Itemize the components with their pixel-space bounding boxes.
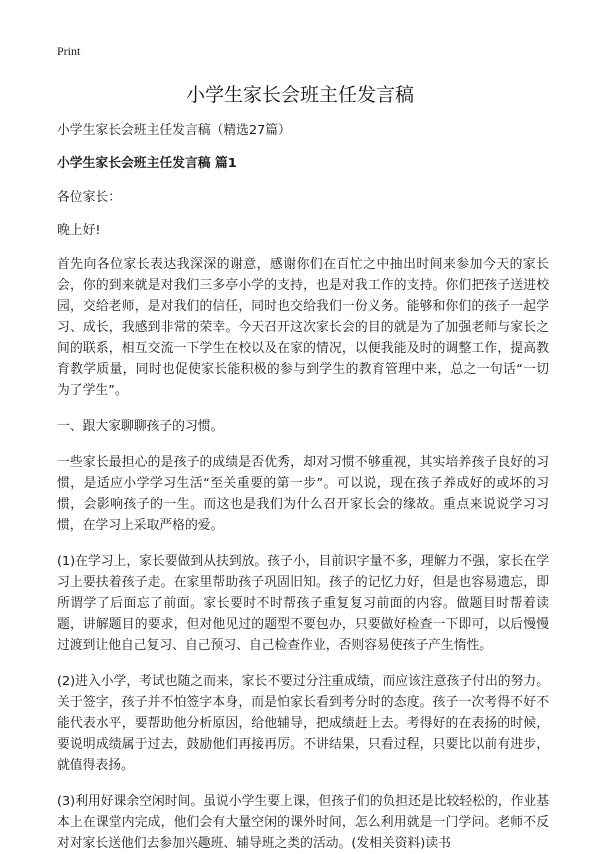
paragraph-point-1: (1)在学习上，家长要做到从扶到放。孩子小，目前识字量不多，理解力不强，家长在学习上要扶着孩子走。在家里帮助孩子巩固旧知。孩子的记忆力好，但是也容易遗忘，即所谓学了后面忘了前面。家长要时不时帮孩子重复复习前面的内容。做题目时帮着读题，讲解题目的要求，但对他见过的题型不要包办，只要做好检查一下即可，以后慢慢过渡到让他自己复习、自己预习、自己检查作业，否则容易使孩子产生惰性。 bbox=[57, 554, 549, 653]
paragraph-habits: 一些家长最担心的是孩子的成绩是否优秀，却对习惯不够重视，其实培养孩子良好的习惯，是适应小学学习生活“至关重要的第一步”。可以说，现在孩子养成好的或坏的习惯，会影响孩子的一生。而这也是我们为什么召开家长会的缘故。重点来说说学习习惯，在学习上采取严格的爱。 bbox=[57, 455, 549, 533]
paragraph-point-2: (2)进入小学，考试也随之而来，家长不要过分注重成绩，而应该注意孩子付出的努力。关于签字，孩子并不怕签字本身，而是怕家长看到考分时的态度。孩子一次考得不好不能代表水平，要帮助他分析原因，给他辅导，把成绩赶上去。考得好的在表扬的时候，要说明成绩属于过去，鼓励他们再接再厉。不讲结果，只看过程，只要比以前有进步，就值得表扬。 bbox=[57, 674, 549, 773]
salutation: 各位家长： bbox=[57, 190, 121, 205]
section-heading: 小学生家长会班主任发言稿 篇1 bbox=[57, 156, 237, 171]
subtitle: 小学生家长会班主任发言稿（精选27篇） bbox=[57, 123, 291, 138]
article-body bbox=[57, 121, 549, 854]
greeting: 晚上好! bbox=[57, 223, 101, 238]
print-link[interactable]: Print bbox=[57, 44, 81, 58]
paragraph-point-3: (3)利用好课余空闲时间。虽说小学生要上课，但孩子们的负担还是比较轻松的，作业基本上在课堂内完成，他们会有大量空闲的课外时间，怎么利用就是一门学问。老师不反对对家长送他们去参加兴趣班、辅导班之类的活动。(发相关资料)读书 bbox=[57, 794, 549, 851]
page-title: 小学生家长会班主任发言稿 bbox=[185, 84, 414, 106]
paragraph-intro: 首先向各位家长表达我深深的谢意，感谢你们在百忙之中抽出时间来参加今天的家长会，你的到来就是对我们三多亭小学的支持，也是对我工作的支持。你们把孩子送进校园，交给老师，是对我们的信任，同时也交给我们一份义务。能够和你们的孩子一起学习、成长，我感到非常的荣幸。今天召开这次家长会的目的就是为了加强老师与家长之间的联系，相互交流一下学生在校以及在家的情况，以便我能及时的调整工作，提高教育教学质量，同时也促使家长能积极的参与到学生的教育管理中来，总之一句话“一切为了学生”。 bbox=[57, 257, 549, 398]
paragraph-habits-heading: 一、跟大家聊聊孩子的习惯。 bbox=[57, 419, 224, 434]
